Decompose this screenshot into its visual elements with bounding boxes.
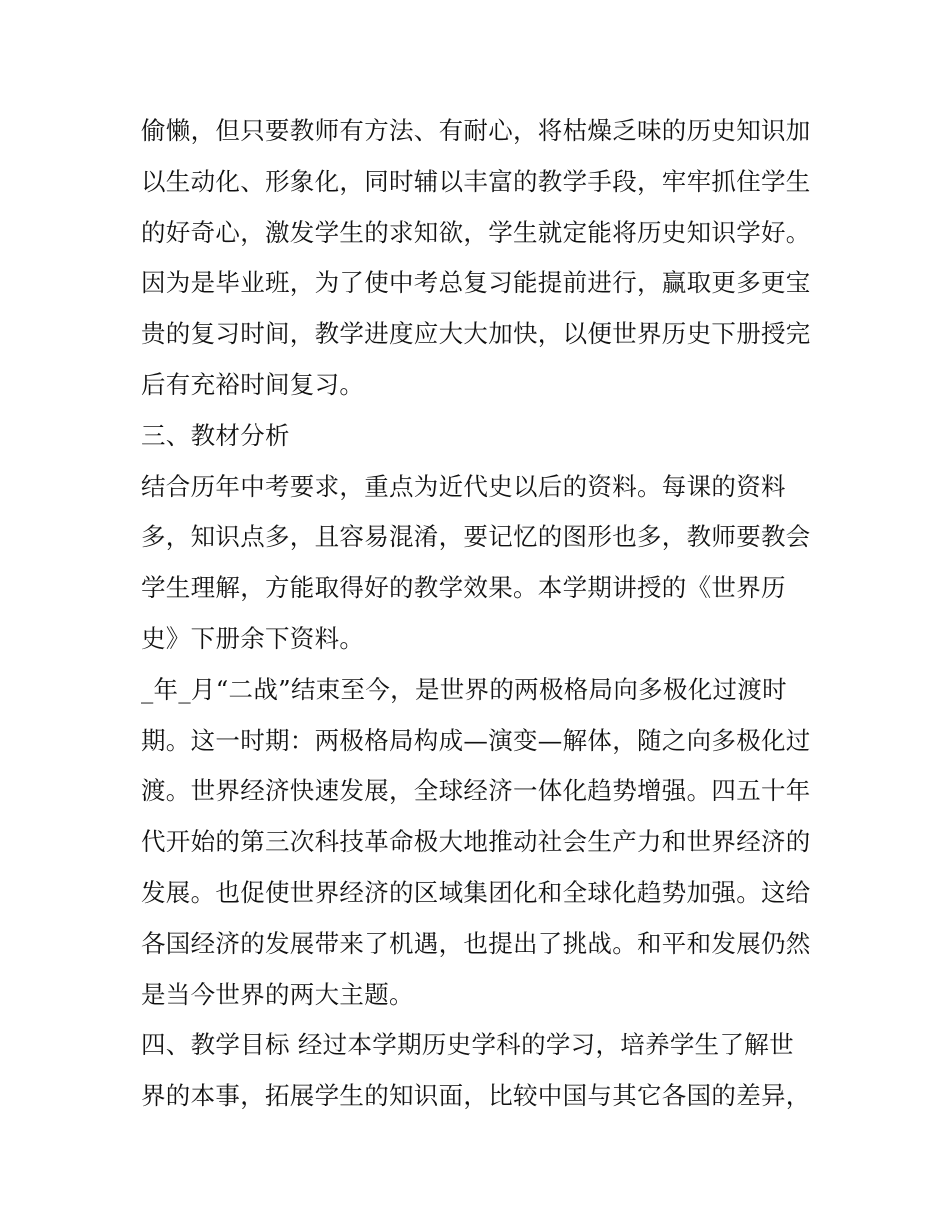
text-line: 贵的复习时间，教学进度应大大加快，以便世界历史下册授完 [141, 319, 811, 349]
text-line: 的好奇心，激发学生的求知欲，学生就定能将历史知识学好。 [141, 217, 811, 247]
text-line: 结合历年中考要求，重点为近代史以后的资料。每课的资料 [141, 471, 786, 501]
text-line: 各国经济的发展带来了机遇，也提出了挑战。和平和发展仍然 [141, 928, 811, 958]
text-line: 偷懒，但只要教师有方法、有耐心，将枯燥乏味的历史知识加 [141, 116, 811, 145]
text-line: 因为是毕业班，为了使中考总复习能提前进行，赢取更多更宝 [141, 268, 811, 298]
text-line: _年_月“二战”结束至今，是世界的两极格局向多极化过渡时 [141, 674, 787, 704]
document-body [141, 106, 821, 1122]
text-line: 期。这一时期：两极格局构成—演变—解体，随之向多极化过 [141, 725, 811, 755]
section-heading-line: 四、教学目标 经过本学期历史学科的学习，培养学生了解世 [141, 1030, 794, 1060]
text-line: 多，知识点多，且容易混淆，要记忆的图形也多，教师要教会 [141, 522, 811, 552]
text-line: 以生动化、形象化，同时辅以丰富的教学手段，牢牢抓住学生 [141, 166, 811, 196]
section-heading: 三、教材分析 [141, 420, 290, 450]
text-line: 界的本事，拓展学生的知识面，比较中国与其它各国的差异， [141, 1081, 811, 1111]
text-line: 后有充裕时间复习。 [141, 369, 365, 399]
text-line: 代开始的第三次科技革命极大地推动社会生产力和世界经济的 [141, 827, 811, 857]
text-line: 是当今世界的两大主题。 [141, 979, 414, 1009]
text-line: 渡。世界经济快速发展，全球经济一体化趋势增强。四五十年 [141, 776, 811, 806]
text-line: 史》下册余下资料。 [141, 623, 365, 653]
text-line: 发展。也促使世界经济的区域集团化和全球化趋势加强。这给 [141, 877, 811, 907]
text-line: 学生理解，方能取得好的教学效果。本学期讲授的《世界历 [141, 573, 786, 603]
